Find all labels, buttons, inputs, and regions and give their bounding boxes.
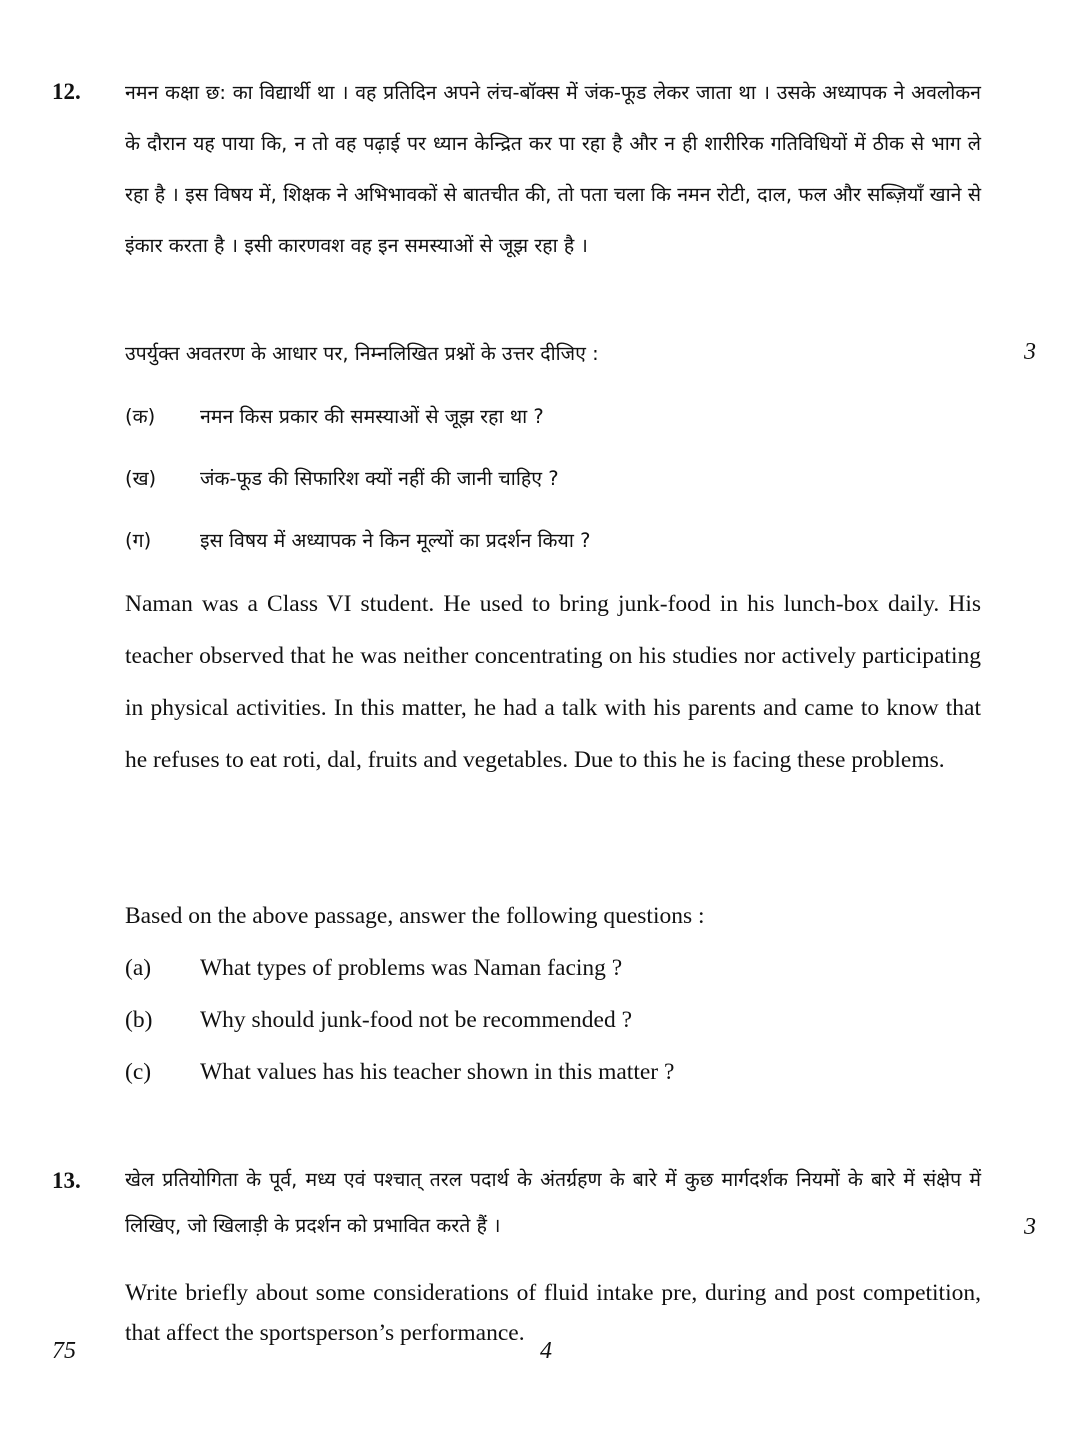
question-12-marks: 3 (1024, 339, 1036, 365)
question-12-hindi-sub-a-text: नमन किस प्रकार की समस्याओं से जूझ रहा था ? (200, 405, 544, 428)
question-12-number: 12. (52, 79, 81, 104)
question-12-english-sub-b-text: Why should junk-food not be recommended ? (200, 1007, 633, 1033)
question-12-english-sub-b-label: (b) (125, 1007, 153, 1033)
question-12-hindi-sub-a-label: (क) (125, 405, 156, 428)
question-12-hindi-sub-c-text: इस विषय में अध्यापक ने किन मूल्यों का प्रदर्शन किया ? (200, 529, 591, 552)
page-number: 4 (540, 1338, 552, 1364)
question-12-english-instruction: Based on the above passage, answer the following questions : (125, 903, 705, 929)
question-13-hindi-text: खेल प्रतियोगिता के पूर्व, मध्य एवं पश्चात् तरल पदार्थ के अंतर्ग्रहण के बारे में कुछ मार्गदर्शक नियमों के बारे में संक्षेप में लिखिए, जो खिलाड़ी के प्रदर्शन को प्रभावित करते हैं । (125, 1168, 981, 1237)
question-13-marks: 3 (1024, 1214, 1036, 1240)
question-13-english-text: Write briefly about some considerations of fluid intake pre, during and post competition, that affect the sportsperson’s performance. (125, 1280, 981, 1346)
question-12-hindi-passage: नमन कक्षा छ: का विद्यार्थी था । वह प्रतिदिन अपने लंच-बॉक्स में जंक-फूड लेकर जाता था । उसके अध्यापक ने अवलोकन के दौरान यह पाया कि, न तो वह पढ़ाई पर ध्यान केन्द्रित कर पा रहा है और न ही शारीरिक गतिविधियों में ठीक से भाग ले रहा है । इस विषय में, शिक्षक ने अभिभावकों से बातचीत की, तो पता चला कि नमन रोटी, दाल, फल और सब्ज़ियाँ खाने से इंकार करता है । इसी कारणवश वह इन समस्याओं से जूझ रहा है । (125, 81, 981, 257)
question-13-number: 13. (52, 1168, 81, 1193)
question-12-english-sub-c-label: (c) (125, 1059, 152, 1085)
question-12-english-sub-a-text: What types of problems was Naman facing ? (200, 955, 623, 981)
paper-code: 75 (52, 1338, 76, 1364)
question-12-hindi-sub-b-label: (ख) (125, 467, 157, 490)
question-12-english-sub-c-text: What values has his teacher shown in this matter ? (200, 1059, 675, 1085)
question-12-english-sub-a-label: (a) (125, 955, 152, 981)
question-12-hindi-sub-c-label: (ग) (125, 529, 152, 552)
question-12-english-passage: Naman was a Class VI student. He used to bring junk-food in his lunch-box daily. His teacher observed that he was neither concentrating on his studies nor actively participating in physical activities. In this matter, he had a talk with his parents and came to know that he refuses to eat roti, dal, fruits and vegetables. Due to this he is facing these problems. (125, 591, 981, 773)
question-12-hindi-sub-b-text: जंक-फूड की सिफारिश क्यों नहीं की जानी चाहिए ? (200, 467, 559, 490)
question-12-hindi-instruction: उपर्युक्त अवतरण के आधार पर, निम्नलिखित प्रश्नों के उत्तर दीजिए : (125, 342, 599, 365)
